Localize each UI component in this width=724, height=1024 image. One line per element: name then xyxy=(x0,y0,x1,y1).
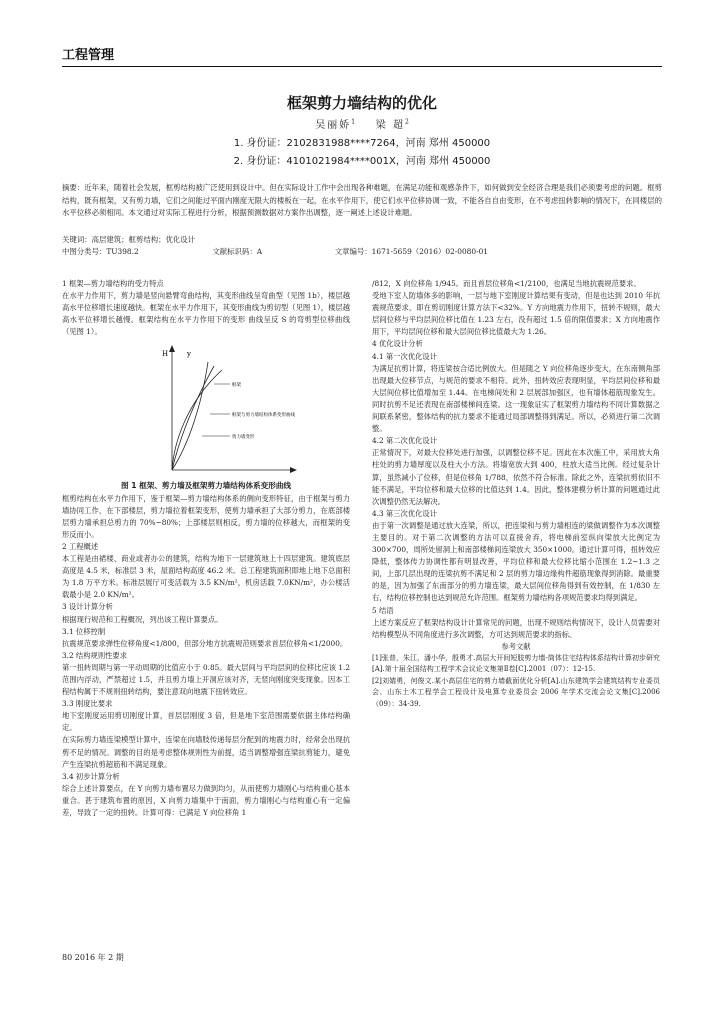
axis-arrow xyxy=(290,467,297,473)
paragraph: 由于第一次调整是通过放大连梁，所以，把连梁和与剪力墙相连的梁做调整作为本次调整主要目的。对于第二次调整的方法可以直接舍弃，将电梯前室纵向梁放大比例定为 300×700，周所处留洞上和南部楼梯间连梁放大 350×1000。通过计算可得，扭转效应降低，整体传力协调性都有明显改善，平均位移和最大位移比缩小范围在 1.2~1.3 之间，上部几层出现的连梁抗剪不满足和 2 层的剪力墙边缘构件超筋现象得到消除。最重要的是，因为加强了东南部分的剪力墙连梁，最大层间位移角得到有效控制，在 1/830 左右，结构位移控制也达到规范允许范围。框架剪力墙结构各项规范要求均得到满足。 xyxy=(372,520,660,603)
article-number: 文章编号：1671-5659（2016）02-0080-01 xyxy=(334,247,488,256)
abstract-text: 近年来，随着社会发展，框剪结构被广泛使用到设计中。但在实际设计工作中会出现各种难题，在满足功能和观感条件下，如何做到安全经济合理是我们必须要考虑的问题。框剪结构，既有框架，又有剪力墙，它们之间能过平面内刚度无限大的楼板在一起，在水平作用下，使它们水平位移协调一致，不能各自自由变形，在不考虑扭转影响的情况下，在同楼层的水平位移必须相同。本文通过对实际工程进行分析，根据预测数据对方案作出调整，逐一阐述上述设计难题。 xyxy=(62,183,662,218)
paragraph: 本工程是由裙楼、商业或者办公的建筑，结构为地下一层建筑地上十四层建筑。建筑底层高度是 4.5 米，标准层 3 米，屋面结构高度 46.2 米。总工程建筑面积即地上地下总面积为 1.8 万平方米。标准层展厅可变活载为 3.5 KN/m²，机房活载 7.0KN/m²，办公楼活载最小是 2.0 KN/m²。 xyxy=(62,554,350,600)
reference-item: [1]张普，朱江，潘小华，殷勇才.高层大开间短肢剪力墙-筒体住宅结构体系结构计算初步研究[A].第十届全国结构工程学术会议论文集第Ⅱ卷[C].2001（07）：12-15. xyxy=(372,653,660,674)
figure-caption: 图 1 框架、剪力墙及框架剪力墙结构体系变形曲线 xyxy=(120,481,292,491)
section-heading: 1 框架—剪力墙结构的受力特点 xyxy=(62,279,164,288)
author-mark: 2 xyxy=(404,118,409,126)
paragraph: 正常情况下，对最大位移处进行加强，以调整位移不足。因此在本次施工中，采用放大角柱处的剪力墙厚度以及柱大小方法。将墙宽放大到 400，柱放大适当比例。经过复杂计算，虽然减小了位移，但是位移角 1/788，依然不符合标准。除此之外，连梁抗剪依旧不能不满足，平均位移和最大位移的比值达到 1.4。因此，整体建模分析计算的问题通过此次调整仍然无法解决。 xyxy=(372,448,660,506)
keywords-label: 关键词： xyxy=(62,235,92,244)
paragraph: 框剪结构在水平力作用下，鉴于框架—剪力墙结构体系的侧向变形特征，由于框架与剪力墙协同工作，在下部楼层，剪力墙拉着框架变形，使剪力墙承担了大部分剪力，在底部楼层剪力墙承担总剪力的 70%~80%；上部楼层则相反，剪力墙的位移越大，而框架的变形反而小。 xyxy=(62,493,350,539)
deformation-curves-svg xyxy=(62,342,350,478)
references-heading: 参考文献 xyxy=(501,641,531,651)
author-line xyxy=(0,116,724,131)
subsection-heading: 4.1 第一次优化设计 xyxy=(372,351,438,361)
subsection-heading: 3.1 位移控制 xyxy=(62,626,106,636)
subsection-heading: 3.4 初步计算分析 xyxy=(62,771,120,781)
paragraph: 地下室刚度运用剪切刚度计算，首层层刚度 3 倍，但是地下室范围需要依据主体结构确定。 xyxy=(62,711,350,733)
paragraph: 第一扭转周期与第一平动周期的比值应小于 0.85。最大层间与平均层间的位移比应该 1.2 范围内浮动，严禁超过 1.5，并且剪力墙上开洞应该对齐，无竖向刚度突变现象。因本工程结构属于不规则扭转结构，要注意双向地震下扭转效应。 xyxy=(62,662,350,697)
paragraph: 受地下室人防墙体多的影响，一层与地下室刚度计算结果有变动，但是也达到 2010 年抗震规范要求，即在剪切刚度计算方法下<32%。Y 方向地震力作用下，扭转不规则，最大层间位移与平均层间位移比值在 1.23 左右，没有超过 1.5 倍的限值要求；X 方向地震作用下，平均层间位移和最大层间位移比值最大为 1.26。 xyxy=(372,291,660,337)
subsection-heading: 3.3 刚度比要求 xyxy=(62,699,113,709)
paragraph: 上述方案反应了框架结构设计计算常见的问题，出现不规则结构情况下，设计人员需要对结构模型从不同角度进行多次调整，方可达到规范要求的指标。 xyxy=(372,617,660,639)
curve-label-wall: 剪力墙变形 xyxy=(232,435,255,441)
clc-number: 中图分类号：TU398.2 xyxy=(62,247,139,256)
header-rule xyxy=(62,66,662,67)
subsection-heading: 3.2 结构规则性要求 xyxy=(62,650,128,660)
subsection-heading: 4.3 第三次优化设计 xyxy=(372,508,438,518)
axis-label-y: y xyxy=(187,350,191,359)
abstract-label: 摘要： xyxy=(62,183,85,192)
paragraph: 为满足抗剪计算，将连梁按合适比例放大。但是随之 Y 向位移角逐步变大，在东南侧角部出现最大位移节点，与规范的要求不相符。此外，扭转效应表现明显，平均层间位移和最大层间位移比值增加至 1.44。在电梯间处和 2 层展部加强区，也有墙体超筋现象发生。同时抗剪不足还表现在南部楼梯间连梁。这一现象证实了框架剪力墙结构不同计算数据之间联系紧密，整体结构的抗力要求不能通过局部调整得到满足。所以，必须进行第二次调整。 xyxy=(372,363,660,434)
deformation-figure xyxy=(62,342,350,478)
section-heading: 5 结语 xyxy=(372,605,394,615)
author-mark: 1 xyxy=(351,118,356,126)
page-footer: 80 2016 年 2 期 xyxy=(62,953,124,962)
paragraph: 抗震规范要求弹性位移角度<1/800，但部分地方抗震规范则要求首层位移角<1/2000。 xyxy=(62,638,348,648)
axis-arrow xyxy=(169,345,175,352)
curve-label-frame: 框架 xyxy=(232,383,241,389)
paragraph: 在实际剪力墙连梁模型计算中，连梁在向墙肢传递每层分配到的地震力时，经常会出现抗剪不足的情况。调整的目的是考虑整体规则性为前提，适当调整增强连梁抗剪能力，避免产生连梁抗剪超筋和不满足现象。 xyxy=(62,735,350,769)
subsection-heading: 4.2 第二次优化设计 xyxy=(372,436,438,446)
keywords-text: 高层建筑；框剪结构；优化设计 xyxy=(91,235,196,244)
axis-label-h: H xyxy=(162,350,169,359)
right-column xyxy=(372,278,660,710)
section-heading: 4 优化设计分析 xyxy=(372,339,423,349)
paragraph: 综合上述计算要点，在 Y 向剪力墙布置尽力做到均匀，从而使剪力墙刚心与结构重心基本重合。甚于建筑布置的原因，X 向剪力墙集中于南面，剪力墙刚心与结构重心有一定偏差，导致了一定的扭转。计算可得：已满足 Y 向位移角 1 xyxy=(62,783,350,817)
paragraph: 根据现行规范和工程概况，列出该工程计算要点。 xyxy=(62,614,223,624)
author-affiliation: 1. 身份证：2102831988****7264，河南 郑州 450000 xyxy=(233,138,491,149)
curve-label-frame-wall: 框架与剪力墙结构体系变形曲线 xyxy=(232,413,295,419)
section-heading: 3 设计计算分析 xyxy=(62,602,113,612)
article-title: 框架剪力墙结构的优化 xyxy=(286,94,437,112)
reference-item: [2]刘婧勇，何俊文.某小高层住宅的剪力墙截面优化分析[A].山东建筑学会建筑结构专业委员会、山东土木工程学会工程设计及电算专业委员会 2006 年学术交流会论文集[C].2006（09）：34-39. xyxy=(372,676,660,708)
author-affiliation: 2. 身份证：4101021984****001X，河南 郑州 450000 xyxy=(233,156,491,167)
journal-section-header: 工程管理 xyxy=(62,48,115,63)
classification-row xyxy=(62,246,662,257)
section-heading: 2 工程概述 xyxy=(62,541,99,551)
author-name: 梁 超 xyxy=(375,120,405,131)
frame-wall-curve xyxy=(172,366,214,470)
shear-wall-curve xyxy=(172,370,222,470)
abstract xyxy=(62,182,662,220)
keywords xyxy=(62,234,662,245)
left-column xyxy=(62,278,350,819)
author-name: 吴丽娇 xyxy=(315,120,352,131)
document-code: 文献标识码：A xyxy=(212,247,263,256)
paragraph: /812，X 向位移角 1/945。而且首层位移角<1/2100，也满足当地抗震规范要求。 xyxy=(372,279,641,288)
paragraph: 在水平力作用下，剪力墙是竖向悬臂弯曲结构，其变形曲线呈弯曲型（见图 1b），楼层越高水平位移增长速度越快。框架在水平力作用下，其变形曲线为剪切型（见图 1），楼层越高水平位移增长越慢。框架结构在水平力作用下的变形 曲线呈反 S 的弯剪型位移曲线 （见图 1）。 xyxy=(62,291,350,337)
